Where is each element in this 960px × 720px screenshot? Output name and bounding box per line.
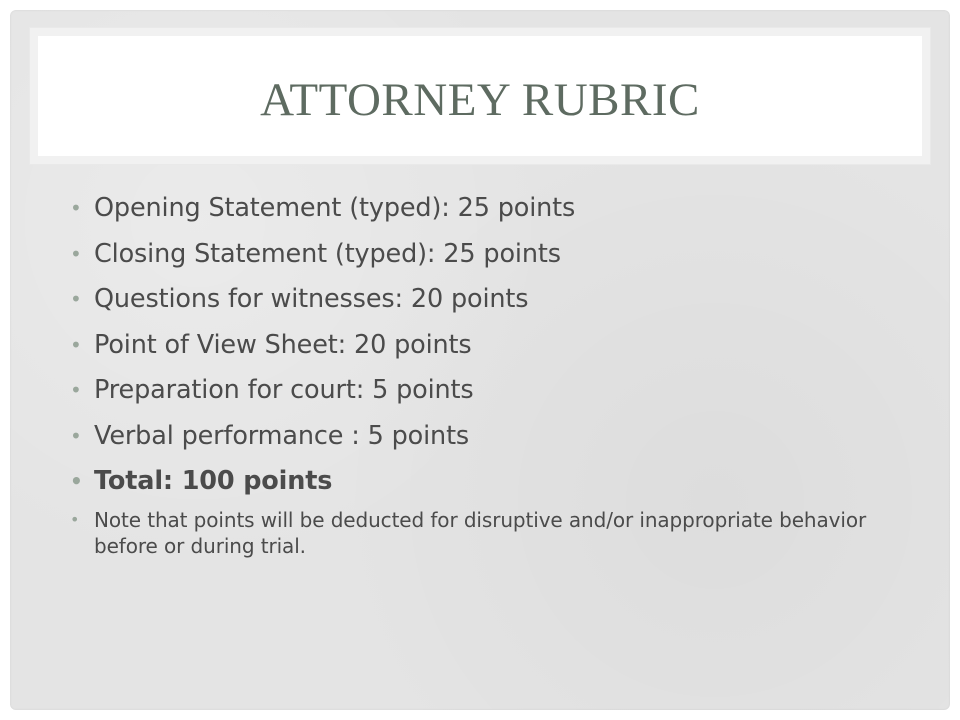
bullet-dot: • <box>70 332 82 357</box>
bullet-dot: • <box>70 196 82 220</box>
bullet-item <box>70 284 900 315</box>
note-text: Note that points will be deducted for disruptive and/or inappropriate behavior before or during trial. <box>94 508 867 558</box>
bullet-item-total <box>70 466 900 497</box>
bullet-text: Point of View Sheet: 20 points <box>94 329 472 360</box>
bullet-text: Closing Statement (typed): 25 points <box>94 238 561 269</box>
bullet-text: Questions for witnesses: 20 points <box>94 284 529 314</box>
bullet-text: Verbal performance : 5 points <box>94 420 470 451</box>
bullet-text: Preparation for court: 5 points <box>94 375 474 405</box>
bullet-dot: • <box>70 378 82 402</box>
bullet-list <box>70 193 900 574</box>
bullet-item <box>70 375 900 406</box>
bullet-text-total: Total: 100 points <box>94 466 333 496</box>
bullet-item <box>70 239 900 270</box>
bullet-item <box>70 330 900 361</box>
bullet-dot: • <box>70 423 82 448</box>
bullet-dot: • <box>70 469 83 493</box>
bullet-item-note <box>70 507 900 559</box>
slide <box>10 10 950 710</box>
bullet-item <box>70 193 900 224</box>
slide-title: ATTORNEY RUBRIC <box>260 74 700 126</box>
bullet-dot: • <box>70 510 80 529</box>
bullet-dot: • <box>70 241 82 266</box>
bullet-item <box>70 421 900 452</box>
bullet-dot: • <box>70 287 82 311</box>
title-box <box>30 28 930 164</box>
bullet-text: Opening Statement (typed): 25 points <box>94 193 576 223</box>
